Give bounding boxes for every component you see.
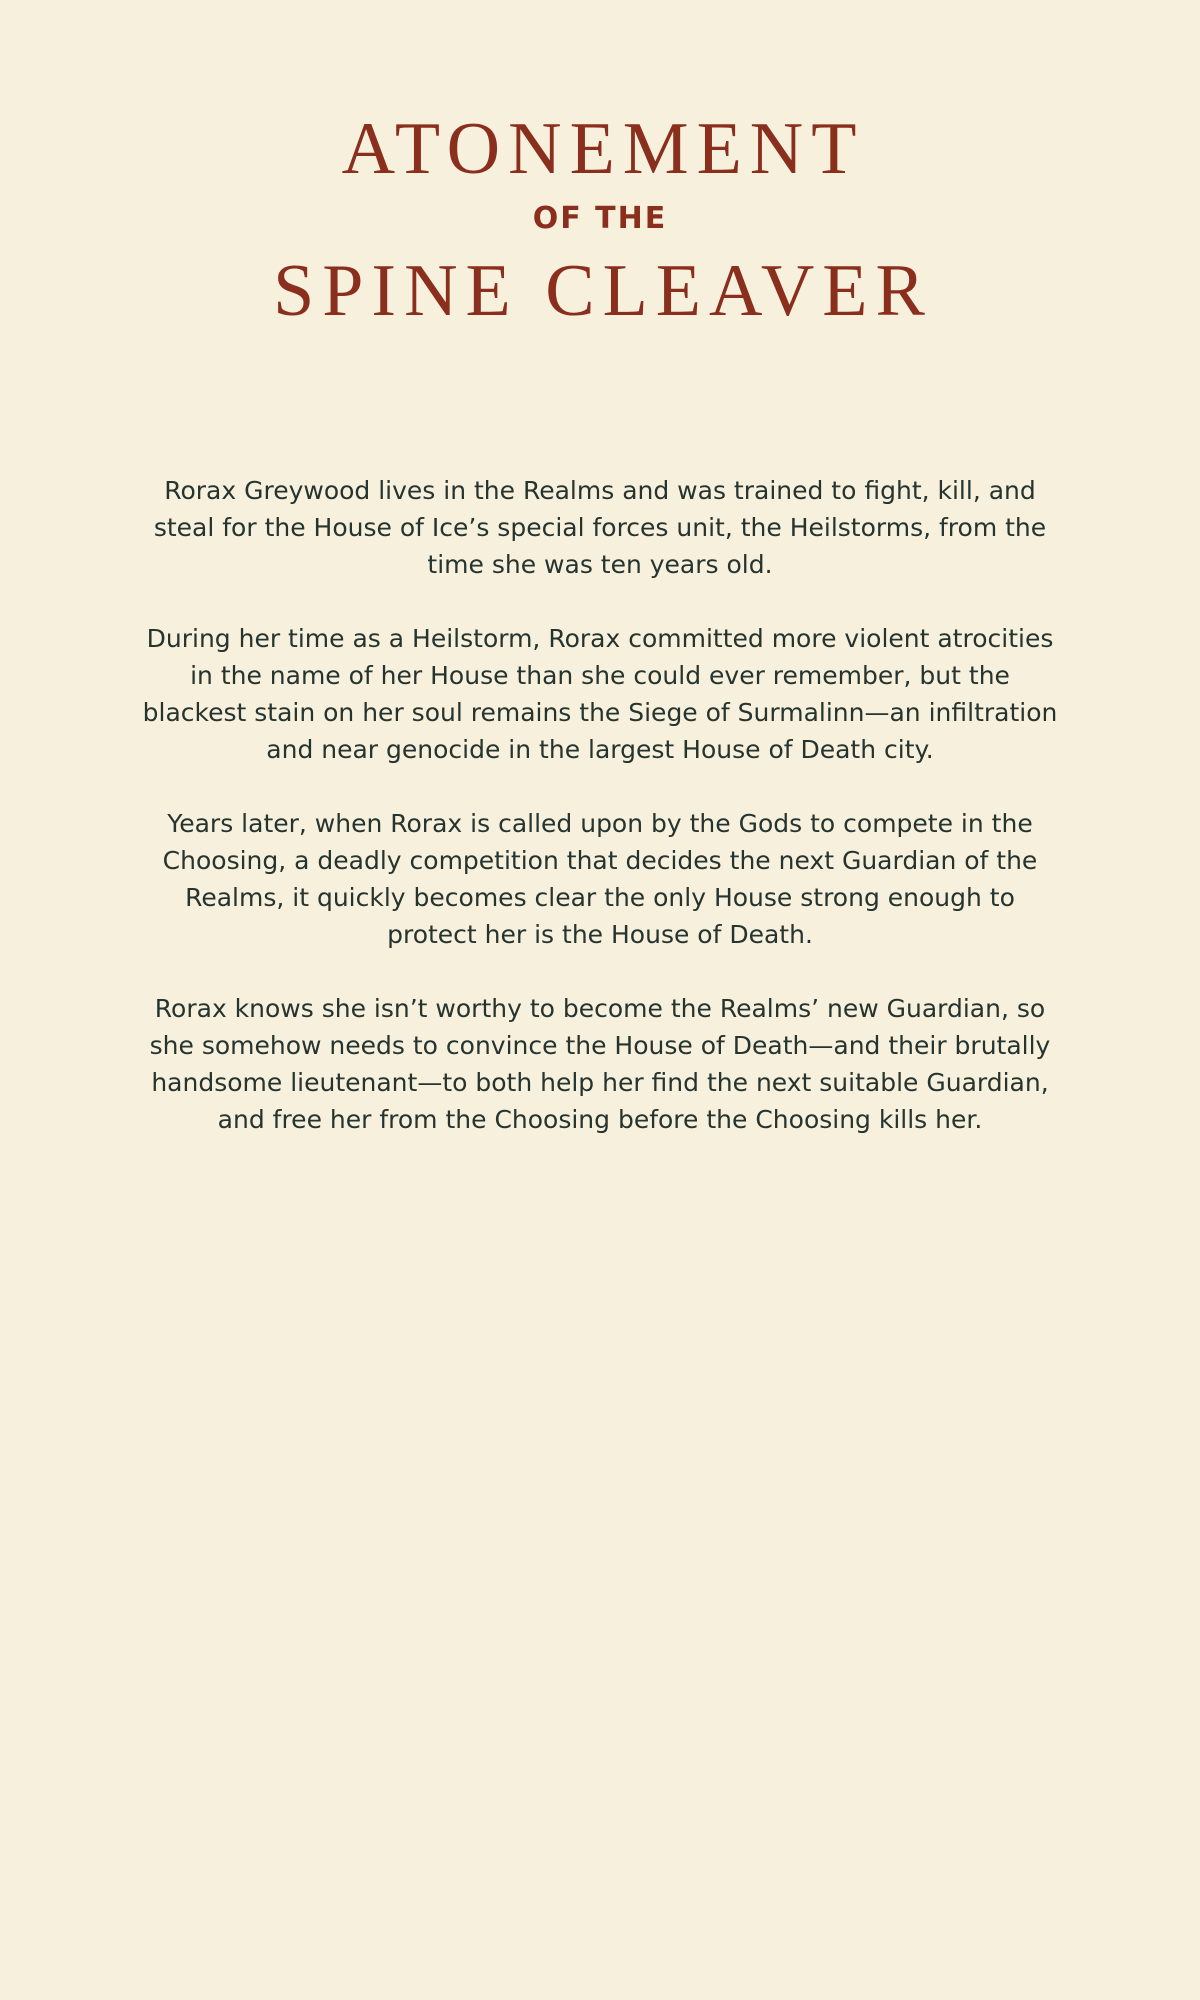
title-line-spine-cleaver: SPINE CLEAVER [273, 250, 933, 332]
blurb-paragraph-1: Rorax Greywood lives in the Realms and was trained to fight, kill, and steal for the House of Ice’s special forces unit, the Heilstorms, from the time she was ten years old. [153, 476, 1047, 579]
blurb-paragraph-2: During her time as a Heilstorm, Rorax committed more violent atrocities in the name of her House than she could ever remember, but the blackest stain on her soul remains the Siege of Surmalinn—an infiltration and near genocide in the largest House of Death city. [142, 624, 1058, 764]
book-title [0, 108, 1200, 332]
book-blurb [140, 472, 1060, 1175]
blurb-paragraph-3: Years later, when Rorax is called upon by the Gods to compete in the Choosing, a deadly competition that decides the next Guardian of the Realms, it quickly becomes clear the only House strong enough to protect her is the House of Death. [162, 809, 1038, 949]
title-line-atonement: ATONEMENT [341, 108, 865, 190]
title-line-of-the: OF THE [532, 201, 668, 236]
blurb-paragraph-4: Rorax knows she isn’t worthy to become the Realms’ new Guardian, so she somehow needs to convince the House of Death—and their brutally handsome lieutenant—to both help her find the next suitable Guardian, and free her from the Choosing before the Choosing kills her. [149, 994, 1051, 1134]
